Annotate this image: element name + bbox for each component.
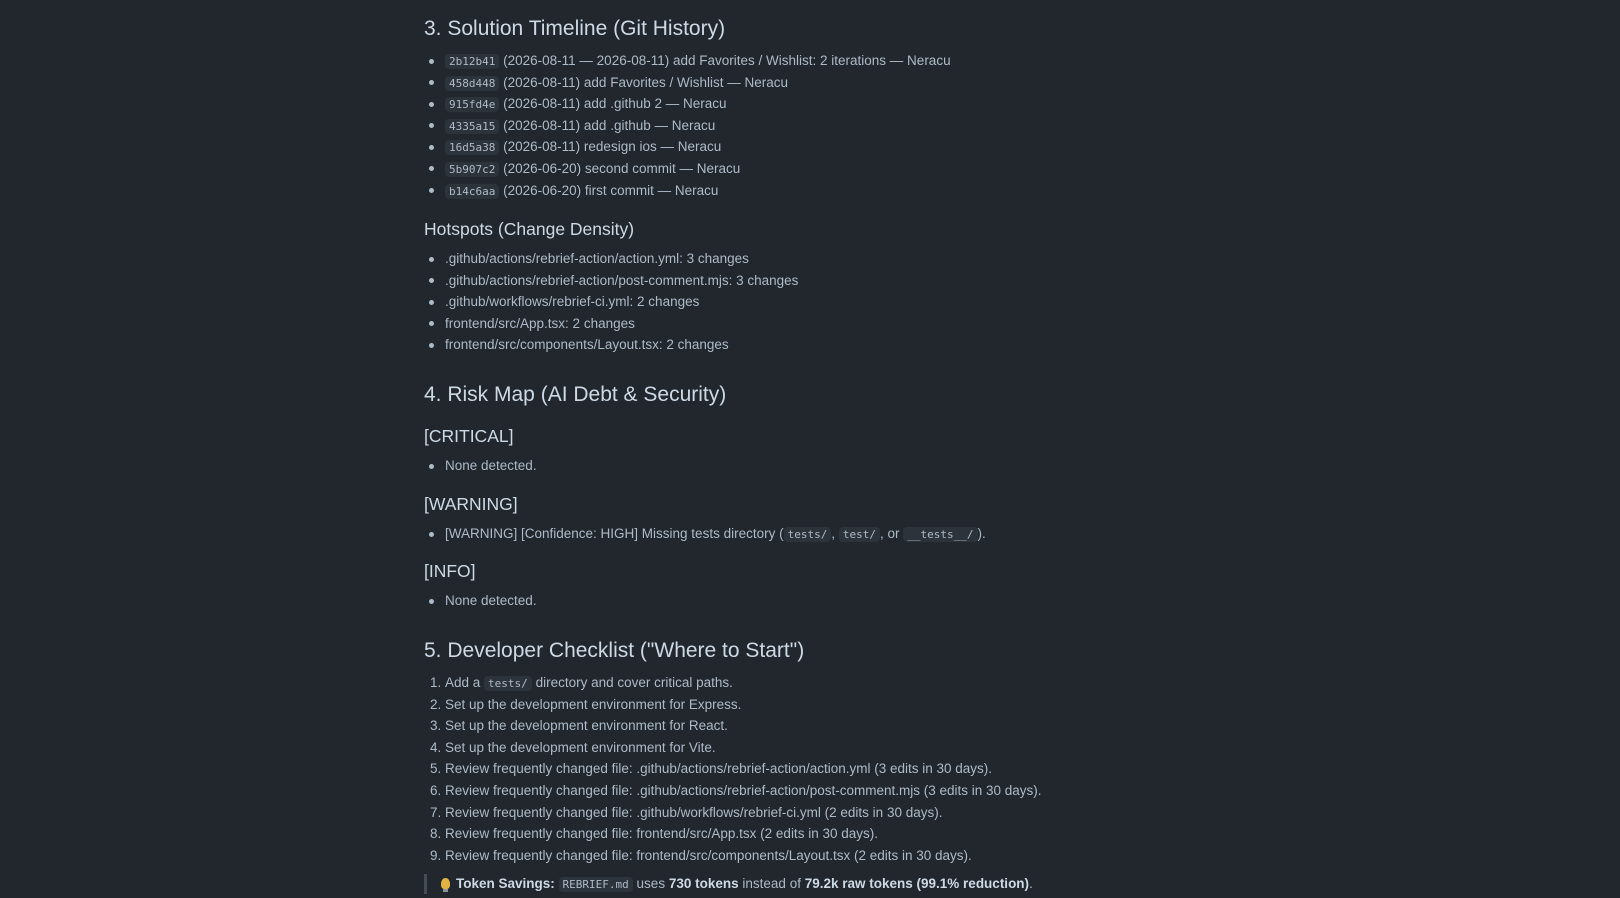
timeline-heading: 3. Solution Timeline (Git History) xyxy=(424,17,726,40)
warning-sep: , xyxy=(831,526,836,541)
list-item xyxy=(430,802,1042,824)
savings-tokens: 730 tokens xyxy=(668,876,739,891)
item-text: Review frequently changed file: frontend/src/components/Layout.tsx (2 edits in 30 days). xyxy=(445,847,972,863)
critical-list xyxy=(424,455,537,477)
item-text: Set up the development environment for Express. xyxy=(445,696,742,712)
info-heading: [INFO] xyxy=(424,561,476,581)
item-number: 2. xyxy=(430,696,442,712)
item-number: 6. xyxy=(430,782,442,798)
commit-text: (2026-06-20) first commit — Neracu xyxy=(503,182,719,198)
list-item xyxy=(430,715,1042,737)
commit-text: (2026-08-11) redesign ios — Neracu xyxy=(503,139,722,155)
commit-text: (2026-08-11) add .github — Neracu xyxy=(503,117,716,133)
item-text: Review frequently changed file: .github/actions/rebrief-action/action.yml (3 edits in 30 days). xyxy=(445,761,993,777)
commit-text: (2026-08-11) add Favorites / Wishlist — Neracu xyxy=(503,74,788,90)
critical-heading: [CRITICAL] xyxy=(424,426,514,446)
item-text: Add a xyxy=(445,675,481,690)
list-item xyxy=(445,115,951,137)
list-item xyxy=(430,694,1042,716)
list-item xyxy=(445,136,951,158)
item-text: directory and cover critical paths. xyxy=(535,675,733,690)
warning-heading: [WARNING] xyxy=(424,494,518,514)
info-list xyxy=(424,590,537,612)
list-item: .github/actions/rebrief-action/action.yml: 3 changes xyxy=(445,248,798,270)
commit-hash: 16d5a38 xyxy=(445,140,499,155)
item-text: Review frequently changed file: .github/workflows/rebrief-ci.yml (2 edits in 30 days). xyxy=(445,804,943,820)
list-item: frontend/src/components/Layout.tsx: 2 changes xyxy=(445,334,798,356)
warning-sep: , or xyxy=(880,526,900,541)
item-number: 1. xyxy=(430,675,442,690)
list-item xyxy=(445,180,951,202)
warning-list xyxy=(424,523,986,545)
token-savings-note xyxy=(424,874,1033,894)
list-item: .github/actions/rebrief-action/post-comment.mjs: 3 changes xyxy=(445,270,798,292)
list-item: frontend/src/App.tsx: 2 changes xyxy=(445,313,798,335)
item-number: 4. xyxy=(430,739,442,755)
list-item xyxy=(430,672,1042,694)
savings-label: Token Savings: xyxy=(456,876,555,891)
warning-suffix: ). xyxy=(977,526,986,541)
checklist-heading: 5. Developer Checklist ("Where to Start") xyxy=(424,639,805,662)
item-number: 3. xyxy=(430,718,442,734)
checklist xyxy=(424,672,1042,866)
list-item xyxy=(445,158,951,180)
commit-text: (2026-08-11) add .github 2 — Neracu xyxy=(503,96,727,112)
list-item xyxy=(445,50,951,72)
item-number: 9. xyxy=(430,847,442,863)
item-number: 7. xyxy=(430,804,442,820)
commit-text: (2026-08-11 — 2026-08-11) add Favorites / Wishlist: 2 iterations — Neracu xyxy=(503,53,951,68)
savings-text: instead of xyxy=(742,876,801,891)
code-dunder-tests: __tests__/ xyxy=(903,527,977,542)
lightbulb-icon xyxy=(441,878,450,889)
list-item xyxy=(445,523,986,545)
code-test: test/ xyxy=(839,527,880,542)
commit-hash: b14c6aa xyxy=(445,184,499,199)
hotspots-heading: Hotspots (Change Density) xyxy=(424,219,635,239)
commit-text: (2026-06-20) second commit — Neracu xyxy=(503,160,741,176)
list-item xyxy=(445,93,951,115)
item-text: Review frequently changed file: .github/actions/rebrief-action/post-comment.mjs (3 edits in 30 days). xyxy=(445,782,1042,798)
commit-hash: 2b12b41 xyxy=(445,54,499,69)
list-item xyxy=(430,737,1042,759)
item-text: Set up the development environment for React. xyxy=(445,718,728,734)
item-text: Set up the development environment for Vite. xyxy=(445,739,716,755)
commit-hash: 5b907c2 xyxy=(445,162,499,177)
list-item: .github/workflows/rebrief-ci.yml: 2 changes xyxy=(445,291,798,313)
code-tests: tests/ xyxy=(484,676,532,691)
risk-heading: 4. Risk Map (AI Debt & Security) xyxy=(424,383,727,406)
item-number: 5. xyxy=(430,761,442,777)
commit-list xyxy=(424,50,951,201)
savings-end: . xyxy=(1029,876,1033,891)
list-item xyxy=(430,758,1042,780)
commit-hash: 4335a15 xyxy=(445,119,499,134)
list-item: None detected. xyxy=(445,455,537,477)
item-text: Review frequently changed file: frontend/src/App.tsx (2 edits in 30 days). xyxy=(445,826,878,842)
savings-file: REBRIEF.md xyxy=(559,877,633,892)
hotspot-list xyxy=(424,248,798,356)
item-number: 8. xyxy=(430,826,442,842)
savings-raw: 79.2k raw tokens (99.1% reduction) xyxy=(804,876,1030,891)
savings-text: uses xyxy=(636,876,666,891)
list-item xyxy=(430,823,1042,845)
code-tests: tests/ xyxy=(784,527,832,542)
commit-hash: 915fd4e xyxy=(445,97,499,112)
list-item: None detected. xyxy=(445,590,537,612)
list-item xyxy=(430,845,1042,867)
commit-hash: 458d448 xyxy=(445,76,499,91)
warning-text: [WARNING] [Confidence: HIGH] Missing tests directory ( xyxy=(445,526,784,541)
list-item xyxy=(445,72,951,94)
list-item xyxy=(430,780,1042,802)
